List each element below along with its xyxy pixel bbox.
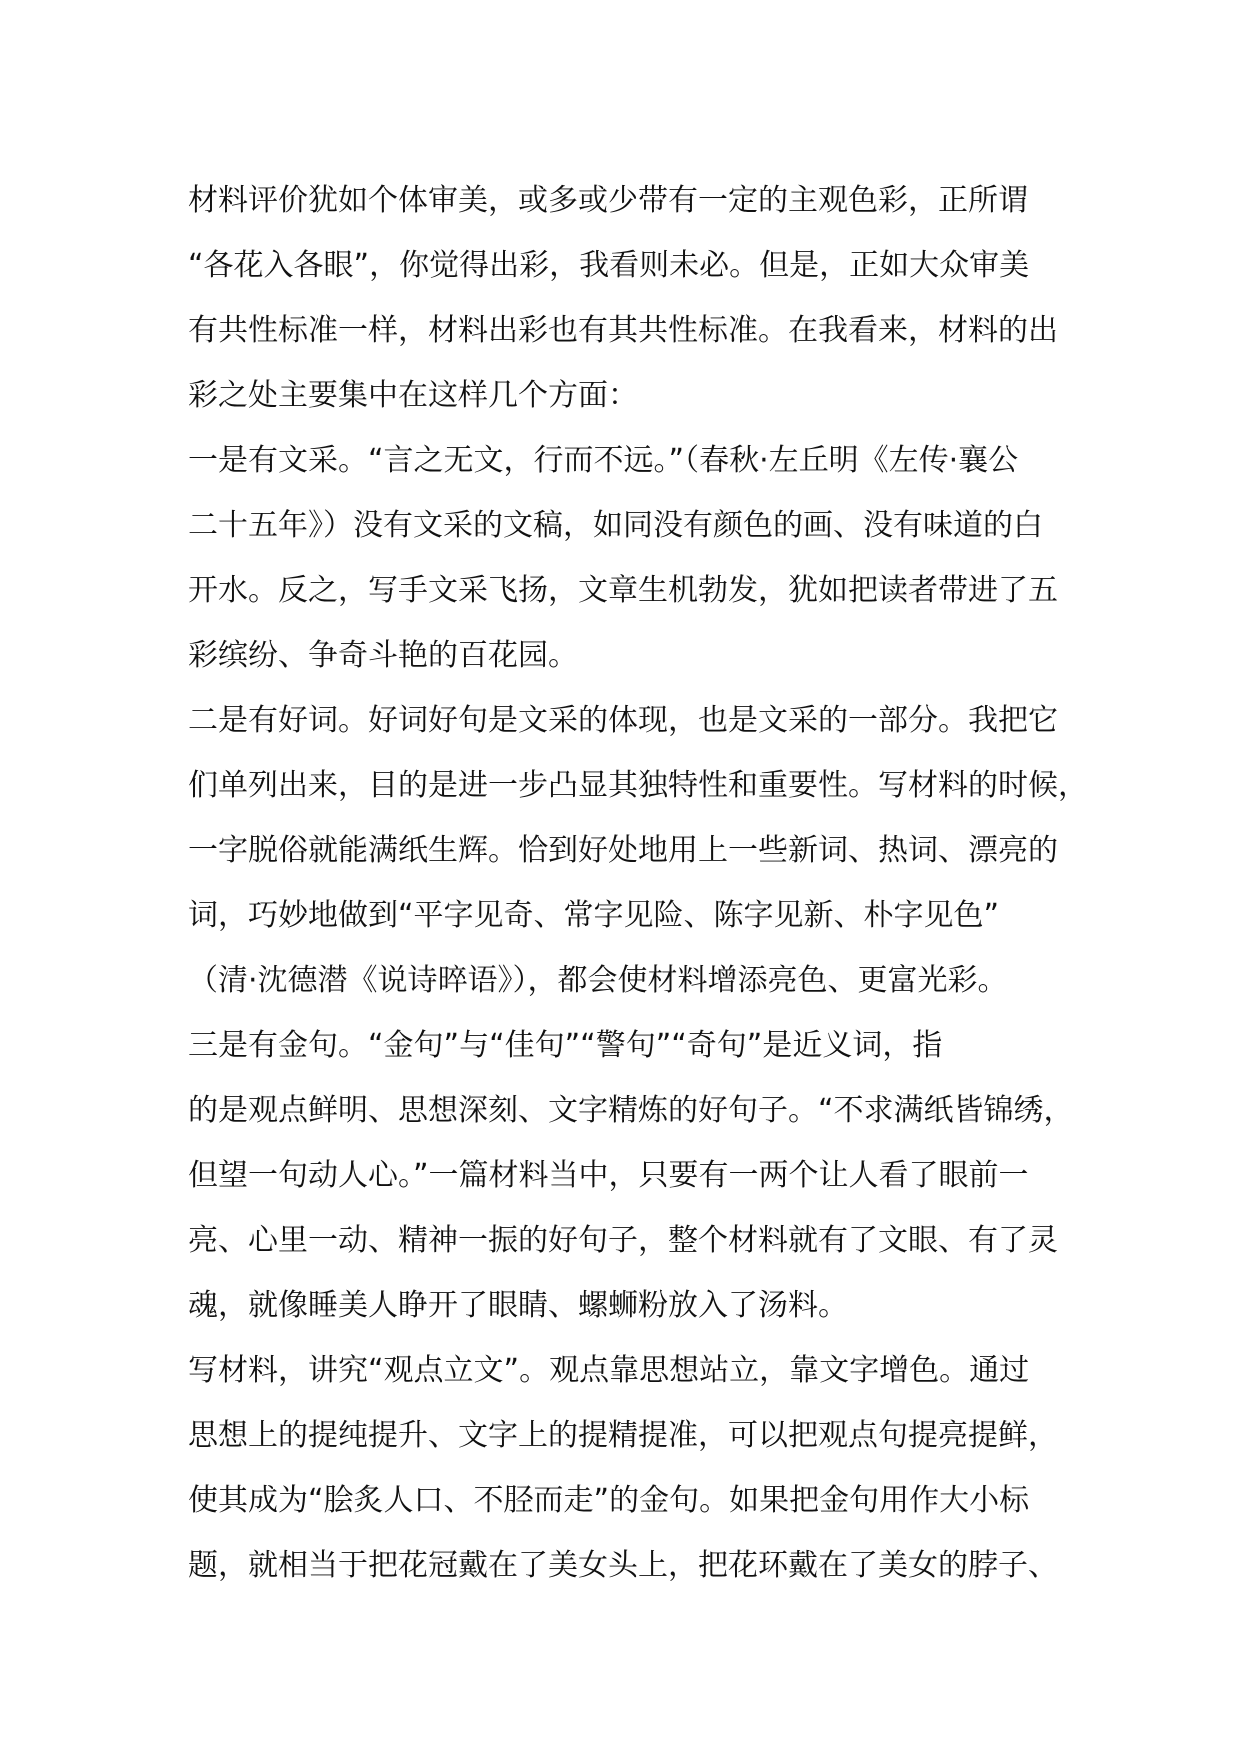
text-line: 彩缤纷、争奇斗艳的百花园。 [188, 638, 578, 673]
text-line: （清·沈德潜《说诗晬语》），都会使材料增添亮色、更富光彩。 [188, 963, 1008, 998]
text-line: 一是有文采。“言之无文，行而不远。”（春秋·左丘明《左传·襄公 [188, 443, 1019, 478]
text-line: 二十五年》）没有文采的文稿，如同没有颜色的画、没有味道的白 [188, 508, 1043, 543]
text-line: 们单列出来，目的是进一步凸显其独特性和重要性。写材料的时候， [188, 768, 1088, 803]
text-line: 开水。反之，写手文采飞扬，文章生机勃发，犹如把读者带进了五 [188, 573, 1058, 608]
text-line: 二是有好词。好词好句是文采的体现，也是文采的一部分。我把它 [188, 703, 1058, 738]
text-line: 题，就相当于把花冠戴在了美女头上，把花环戴在了美女的脖子、 [188, 1548, 1058, 1583]
text-line: 但望一句动人心。”一篇材料当中，只要有一两个让人看了眼前一 [188, 1158, 1029, 1193]
text-line: 一字脱俗就能满纸生辉。恰到好处地用上一些新词、热词、漂亮的 [188, 833, 1058, 868]
text-line: 三是有金句。“金句”与“佳句”“警句”“奇句”是近义词，指 [188, 1028, 943, 1063]
text-line: 写材料，讲究“观点立文”。观点靠思想站立，靠文字增色。通过 [188, 1353, 1030, 1388]
body-text [188, 168, 1088, 1598]
text-line: 思想上的提纯提升、文字上的提精提准，可以把观点句提亮提鲜， [188, 1418, 1058, 1453]
text-line: 材料评价犹如个体审美，或多或少带有一定的主观色彩，正所谓 [188, 183, 1028, 218]
text-line: 彩之处主要集中在这样几个方面： [188, 378, 638, 413]
text-line: 魂，就像睡美人睁开了眼睛、螺蛳粉放入了汤料。 [188, 1288, 848, 1323]
text-line: 亮、心里一动、精神一振的好句子，整个材料就有了文眼、有了灵 [188, 1223, 1058, 1258]
text-line: 使其成为“脍炙人口、不胫而走”的金句。如果把金句用作大小标 [188, 1483, 1030, 1518]
text-line: 的是观点鲜明、思想深刻、文字精炼的好句子。“不求满纸皆锦绣， [188, 1093, 1074, 1128]
text-line: 有共性标准一样，材料出彩也有其共性标准。在我看来，材料的出 [188, 313, 1058, 348]
text-line: 词，巧妙地做到“平字见奇、常字见险、陈字见新、朴字见色” [188, 898, 1000, 933]
text-line: “各花入各眼”，你觉得出彩，我看则未必。但是，正如大众审美 [188, 248, 1030, 283]
